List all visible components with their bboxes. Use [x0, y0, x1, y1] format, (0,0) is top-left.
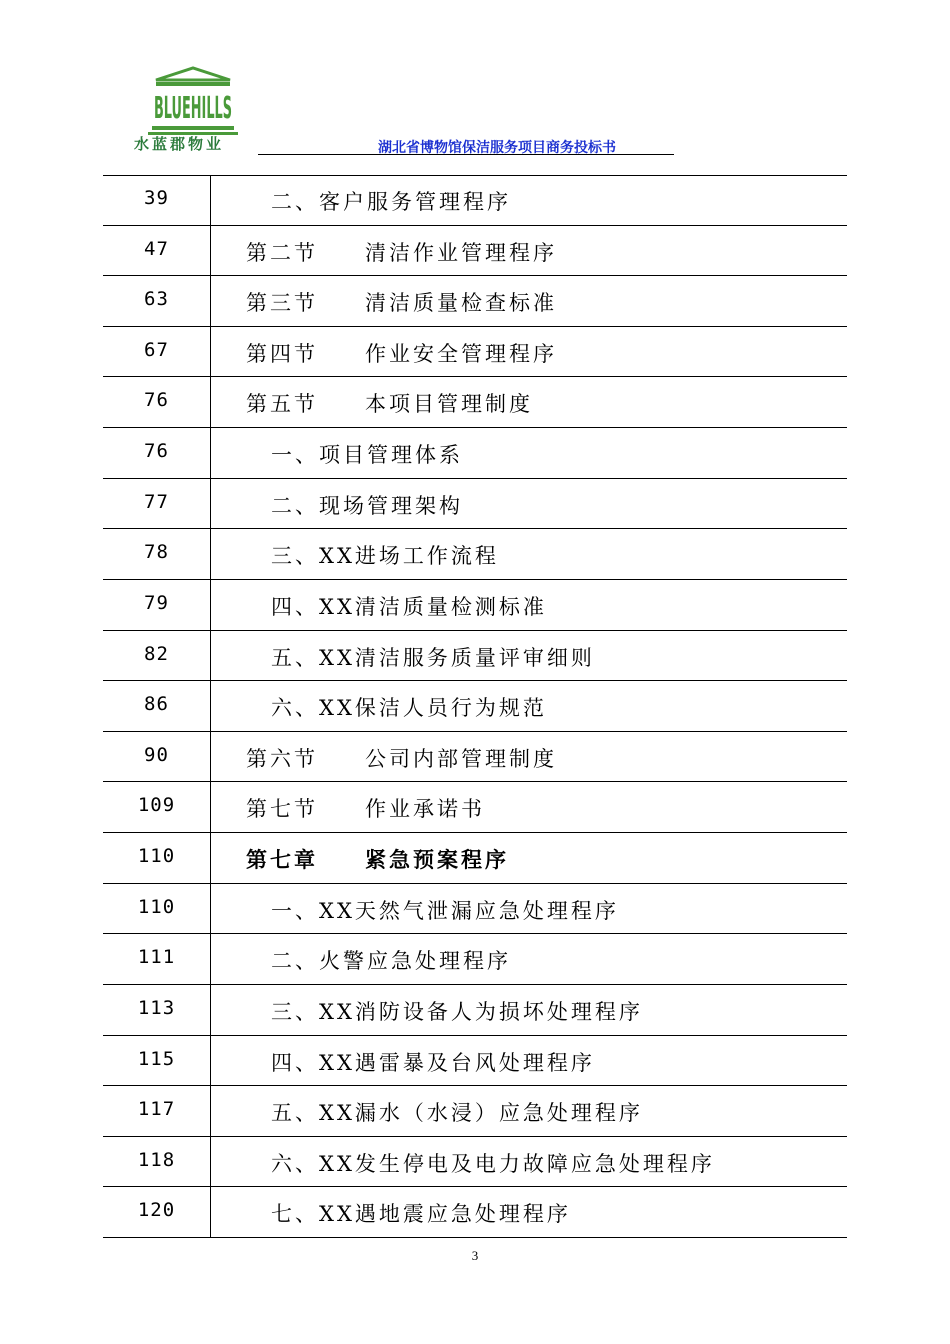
toc-entry-label: 第六节: [246, 746, 318, 771]
toc-entry-label: 五、XX清洁服务质量评审细则: [271, 645, 595, 670]
toc-page-number: 39: [144, 187, 169, 209]
toc-row: [103, 428, 847, 479]
toc-page-number: 110: [137, 895, 176, 918]
toc-page-number: 77: [144, 490, 169, 513]
toc-page-number: 86: [144, 693, 169, 716]
toc-page-number: 76: [144, 440, 169, 463]
toc-entry-title: 公司内部管理制度: [365, 746, 557, 771]
toc-entry-title: 清洁作业管理程序: [365, 240, 557, 265]
table-of-contents: [103, 175, 847, 1238]
toc-row: [103, 782, 847, 833]
toc-page-number: 76: [144, 389, 169, 412]
building-logo-icon: [134, 66, 252, 136]
toc-page-number: 109: [137, 794, 176, 817]
toc-page-number: 82: [144, 642, 169, 665]
toc-page-number: 117: [137, 1098, 176, 1121]
toc-row: [103, 377, 847, 428]
toc-entry-title: 紧急预案程序: [365, 847, 509, 873]
toc-entry-label: 第七章: [246, 847, 318, 873]
toc-page-number: 111: [137, 946, 176, 969]
toc-row: [103, 1086, 847, 1137]
toc-entry-label: 四、XX清洁质量检测标准: [271, 594, 547, 619]
toc-entry-label: 六、XX保洁人员行为规范: [271, 696, 547, 721]
toc-row: [103, 580, 847, 631]
toc-row: [103, 1137, 847, 1188]
toc-row: [103, 833, 847, 884]
toc-row: [103, 327, 847, 378]
toc-page-number: 115: [137, 1047, 176, 1070]
toc-row: [103, 1187, 847, 1238]
toc-page-number: 67: [144, 338, 169, 361]
toc-page-number: 113: [137, 996, 176, 1019]
document-title: 湖北省博物馆保洁服务项目商务投标书: [378, 140, 616, 156]
toc-row: [103, 276, 847, 327]
toc-row: [103, 1036, 847, 1087]
toc-entry-label: 三、XX进场工作流程: [271, 544, 499, 569]
toc-entry-label: 二、现场管理架构: [271, 493, 463, 518]
toc-row: [103, 529, 847, 580]
toc-row: [103, 175, 847, 226]
toc-page-number: 118: [137, 1148, 176, 1171]
toc-entry-title: 作业承诺书: [365, 797, 485, 822]
toc-row: [103, 631, 847, 682]
toc-page-number: 79: [144, 591, 169, 614]
toc-page-number: 47: [144, 237, 169, 260]
toc-row: [103, 884, 847, 935]
toc-entry-title: 作业安全管理程序: [365, 341, 557, 366]
toc-entry-label: 六、XX发生停电及电力故障应急处理程序: [271, 1151, 715, 1176]
toc-entry-title: 清洁质量检查标准: [365, 291, 557, 316]
toc-row: [103, 681, 847, 732]
toc-entry-label: 第四节: [246, 341, 318, 366]
toc-page-number: 90: [144, 743, 169, 766]
toc-row: [103, 479, 847, 530]
toc-entry-label: 三、XX消防设备人为损坏处理程序: [271, 999, 643, 1024]
logo-wordmark: BLUEHILLS: [154, 91, 232, 126]
toc-row: [103, 226, 847, 277]
toc-entry-label: 二、火警应急处理程序: [271, 949, 511, 974]
toc-row: [103, 934, 847, 985]
toc-entry-label: 第七节: [246, 797, 318, 822]
page-number: 3: [471, 1248, 479, 1263]
toc-row: [103, 985, 847, 1036]
toc-page-number: 110: [137, 845, 176, 868]
toc-entry-label: 一、XX天然气泄漏应急处理程序: [271, 898, 619, 923]
toc-page-number: 120: [137, 1199, 176, 1222]
toc-page-number: 63: [144, 288, 169, 311]
toc-entry-label: 四、XX遇雷暴及台风处理程序: [271, 1050, 595, 1075]
toc-row: [103, 732, 847, 783]
toc-entry-label: 七、XX遇地震应急处理程序: [271, 1202, 571, 1227]
toc-entry-title: 本项目管理制度: [365, 392, 533, 417]
toc-entry-label: 第三节: [246, 291, 318, 316]
toc-entry-label: 第五节: [246, 392, 318, 417]
company-name: 水蓝郡物业: [134, 135, 225, 153]
toc-entry-label: 二、客户服务管理程序: [271, 190, 511, 214]
toc-entry-label: 五、XX漏水（水浸）应急处理程序: [271, 1101, 643, 1126]
toc-entry-label: 第二节: [246, 240, 318, 265]
toc-page-number: 78: [144, 541, 169, 564]
toc-entry-label: 一、项目管理体系: [271, 443, 463, 468]
